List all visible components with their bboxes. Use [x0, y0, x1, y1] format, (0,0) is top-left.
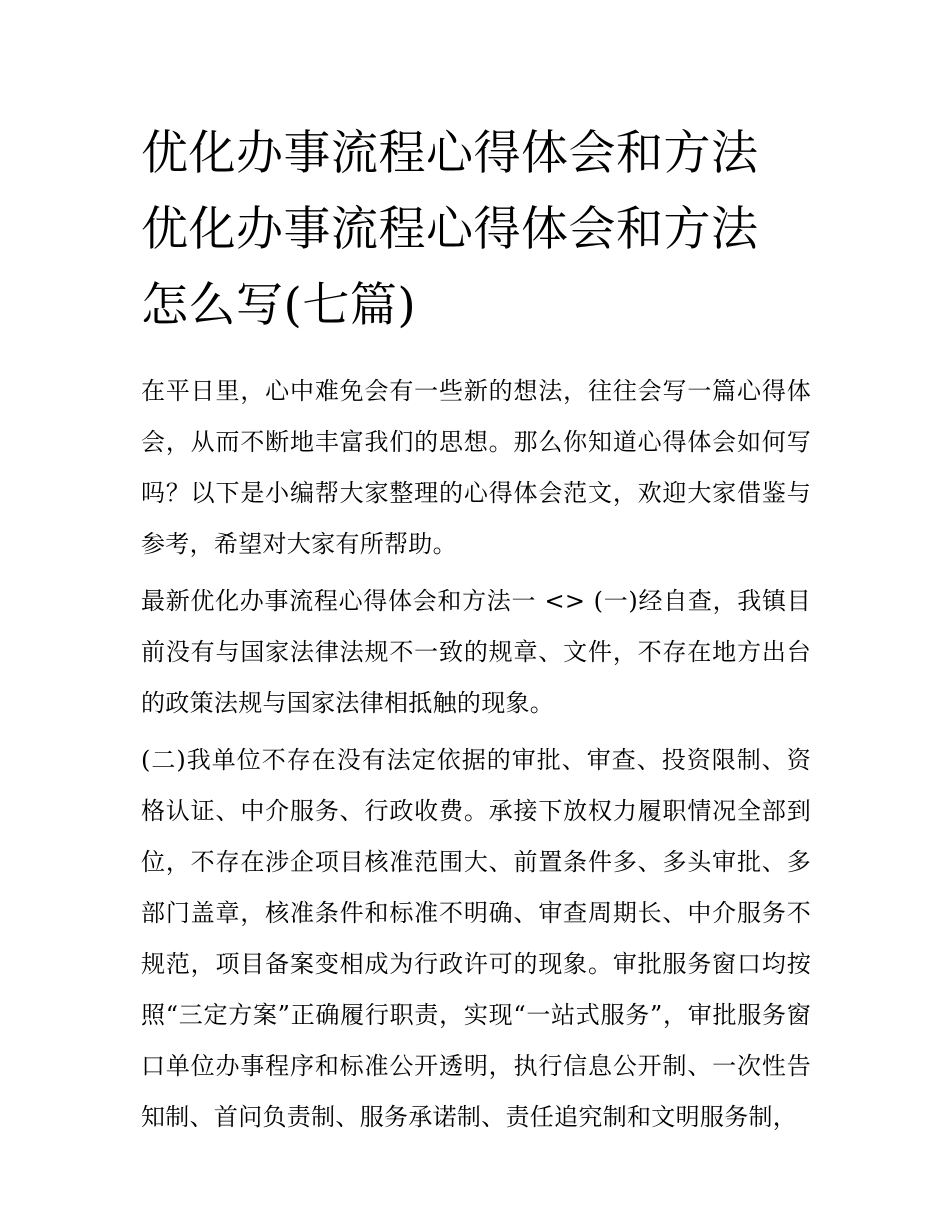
document-title: [141, 116, 811, 344]
title-line-2: 优化办事流程心得体会和方法: [141, 202, 759, 257]
section-two-paragraph: (二)我单位不存在没有法定依据的审批、审查、投资限制、资格认证、中介服务、行政收费。承接下放权力履职情况全部到位，不存在涉企项目核准范围大、前置条件多、多头审批、多部门盖章，核准条件和标准不明确、审查周期长、中介服务不规范，项目备案变相成为行政许可的现象。审批服务窗口均按照“三定方案”正确履行职责，实现“一站式服务”，审批服务窗口单位办事程序和标准公开透明，执行信息公开制、一次性告知制、首问负责制、服务承诺制、责任追究制和文明服务制，: [141, 746, 811, 1131]
title-line-3: 怎么写(七篇): [141, 278, 417, 333]
document-content: [141, 116, 811, 1149]
intro-paragraph: 在平日里，心中难免会有一些新的想法，往往会写一篇心得体会，从而不断地丰富我们的思想。那么你知道心得体会如何写吗？以下是小编帮大家整理的心得体会范文，欢迎大家借鉴与参考，希望对大家有所帮助。: [141, 377, 811, 558]
document-body: [141, 366, 811, 1143]
title-line-1: 优化办事流程心得体会和方法: [141, 126, 759, 181]
section-one-paragraph: 最新优化办事流程心得体会和方法一 <> (一)经自查，我镇目前没有与国家法律法规不一致的规章、文件，不存在地方出台的政策法规与国家法律相抵触的现象。: [141, 587, 811, 717]
